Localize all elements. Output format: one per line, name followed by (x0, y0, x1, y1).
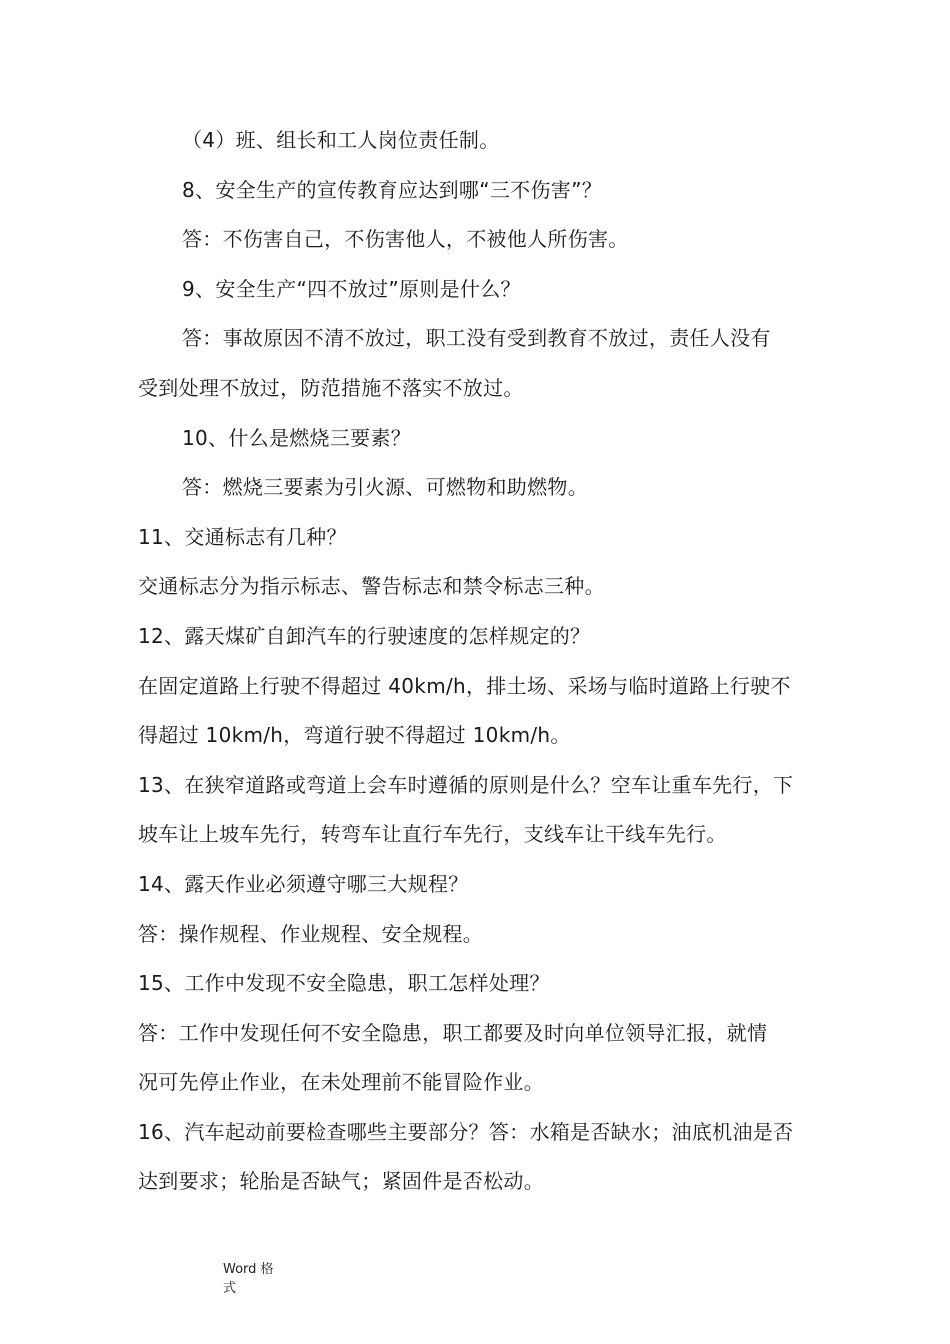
footer-line-1: Word 格 (223, 1262, 274, 1277)
question-12: 12、露天煤矿自卸汽车的行驶速度的怎样规定的？ (138, 623, 591, 648)
answer-10: 答：燃烧三要素为引火源、可燃物和助燃物。 (182, 475, 588, 500)
question-14: 14、露天作业必须遵守哪三大规程？ (138, 871, 469, 896)
page-footer (223, 1260, 274, 1298)
answer-9-part-2: 受到处理不放过，防范措施不落实不放过。 (138, 375, 524, 400)
question-8: 8、安全生产的宣传教育应达到哪“三不伤害”？ (182, 177, 603, 202)
question-9: 9、安全生产“四不放过”原则是什么？ (182, 276, 521, 301)
document-body (138, 116, 828, 1207)
question-15: 15、工作中发现不安全隐患，职工怎样处理？ (138, 971, 550, 996)
question-11: 11、交通标志有几种？ (138, 524, 347, 549)
text-line-1: （4）班、组长和工人岗位责任制。 (182, 128, 500, 152)
question-10: 10、什么是燃烧三要素？ (182, 425, 412, 450)
answer-15-part-1: 答：工作中发现任何不安全隐患，职工都要及时向单位领导汇报，就情 (138, 1020, 768, 1045)
answer-15-part-2: 况可先停止作业，在未处理前不能冒险作业。 (138, 1070, 544, 1095)
answer-9-part-1: 答：事故原因不清不放过，职工没有受到教育不放过，责任人没有 (182, 326, 771, 351)
answer-11: 交通标志分为指示标志、警告标志和禁令标志三种。 (138, 574, 605, 599)
answer-8: 答：不伤害自己，不伤害他人，不被他人所伤害。 (182, 227, 629, 252)
answer-12-part-1: 在固定道路上行驶不得超过 40km/h，排土场、采场与临时道路上行驶不 (138, 673, 791, 698)
footer-line-2: 式 (223, 1281, 237, 1296)
question-13-part-2: 坡车让上坡车先行，转弯车让直行车先行，支线车让干线车先行。 (138, 822, 727, 847)
question-13-part-1: 13、在狭窄道路或弯道上会车时遵循的原则是什么？空车让重车先行，下 (138, 772, 794, 797)
question-16-part-2: 达到要求；轮胎是否缺气；紧固件是否松动。 (138, 1169, 544, 1194)
question-16-part-1: 16、汽车起动前要检查哪些主要部分？答：水箱是否缺水；油底机油是否 (138, 1119, 794, 1144)
answer-14: 答：操作规程、作业规程、安全规程。 (138, 921, 484, 946)
answer-12-part-2: 得超过 10km/h，弯道行驶不得超过 10km/h。 (138, 723, 571, 748)
